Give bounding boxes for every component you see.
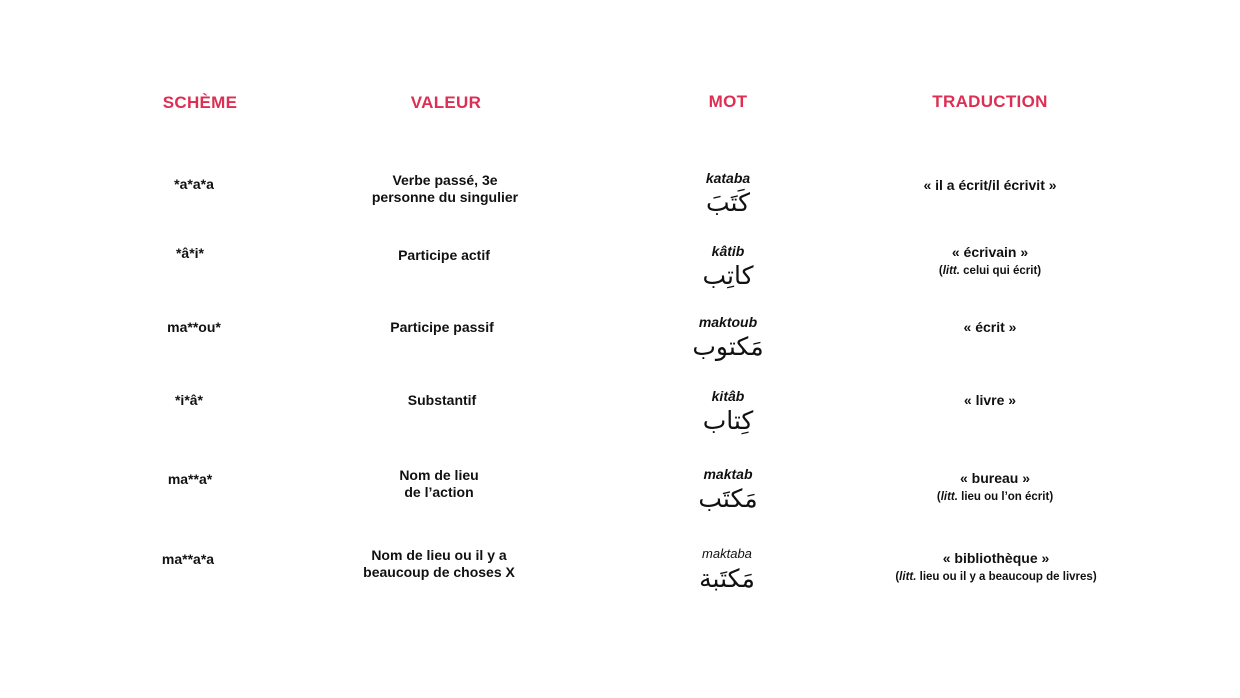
word-cell bbox=[703, 388, 754, 436]
arabic-word: مَكتَب bbox=[698, 484, 758, 513]
translation-text: « bibliothèque » bbox=[942, 550, 1050, 566]
value-line-2: personne du singulier bbox=[371, 189, 519, 205]
value-cell bbox=[372, 172, 518, 206]
scheme-cell: *â*i* bbox=[175, 245, 205, 261]
transliteration: kataba bbox=[705, 170, 751, 186]
translation-cell bbox=[964, 392, 1016, 409]
value-line-1: Substantif bbox=[407, 392, 477, 408]
value-cell bbox=[408, 392, 476, 409]
header-word: MOT bbox=[708, 92, 748, 111]
value-line-1: Participe actif bbox=[398, 247, 490, 263]
translation-text: « écrivain » bbox=[951, 244, 1029, 260]
note-prefix: litt. bbox=[942, 265, 960, 277]
note-text: celui qui écrit bbox=[959, 265, 1038, 277]
note-text: lieu ou il y a beaucoup de livres bbox=[916, 571, 1093, 583]
value-line-2: de l’action bbox=[404, 484, 474, 500]
arabic-word: كِتاب bbox=[702, 406, 754, 435]
transliteration: maktoub bbox=[698, 314, 758, 330]
arabic-word: كَتَبَ bbox=[705, 188, 750, 217]
scheme-cell: ma**ou* bbox=[167, 319, 221, 335]
note-prefix: litt. bbox=[899, 571, 917, 583]
scheme-cell: *i*â* bbox=[174, 392, 204, 408]
translation-note: (litt. lieu ou l’on écrit) bbox=[936, 491, 1054, 503]
value-line-1: Participe passif bbox=[390, 319, 494, 335]
value-line-2: beaucoup de choses X bbox=[363, 564, 515, 580]
value-cell bbox=[399, 467, 478, 501]
word-cell bbox=[699, 546, 755, 594]
translation-note: (litt. celui qui écrit) bbox=[938, 265, 1042, 277]
arabic-word: كاتِب bbox=[702, 261, 754, 290]
arabic-word: مَكتَبة bbox=[699, 564, 755, 593]
word-cell bbox=[692, 314, 763, 362]
value-line-1: Nom de lieu ou il y a bbox=[371, 547, 507, 563]
scheme-cell: ma**a*a bbox=[161, 551, 215, 567]
note-text: lieu ou l’on écrit bbox=[957, 491, 1050, 503]
note-prefix: litt. bbox=[940, 491, 958, 503]
value-cell bbox=[390, 319, 494, 336]
translation-cell bbox=[939, 244, 1041, 279]
transliteration: kitâb bbox=[711, 388, 745, 404]
translation-note: (litt. lieu ou il y a beaucoup de livres) bbox=[895, 571, 1097, 583]
value-line-1: Nom de lieu bbox=[399, 467, 479, 483]
arabic-word: مَكتوب bbox=[692, 332, 764, 361]
header-scheme: SCHÈME bbox=[162, 93, 238, 112]
translation-text: « livre » bbox=[963, 392, 1017, 408]
value-cell bbox=[398, 247, 490, 264]
value-line-1: Verbe passé, 3e bbox=[392, 172, 498, 188]
scheme-cell: *a*a*a bbox=[174, 176, 214, 192]
translation-text: « écrit » bbox=[963, 319, 1017, 335]
word-cell bbox=[706, 170, 750, 218]
translation-cell bbox=[923, 177, 1056, 194]
transliteration: maktab bbox=[703, 466, 753, 482]
word-cell bbox=[698, 466, 757, 514]
translation-text: « il a écrit/il écrivit » bbox=[923, 177, 1057, 193]
translation-text: « bureau » bbox=[959, 470, 1031, 486]
transliteration: kâtib bbox=[711, 243, 745, 259]
word-cell bbox=[702, 243, 753, 291]
transliteration: maktaba bbox=[702, 546, 752, 561]
value-cell bbox=[363, 547, 515, 581]
translation-cell bbox=[895, 550, 1096, 585]
translation-cell bbox=[964, 319, 1017, 336]
header-translation: TRADUCTION bbox=[932, 92, 1048, 111]
translation-cell bbox=[937, 470, 1053, 505]
header-value: VALEUR bbox=[410, 93, 482, 112]
scheme-cell: ma**a* bbox=[167, 471, 213, 487]
